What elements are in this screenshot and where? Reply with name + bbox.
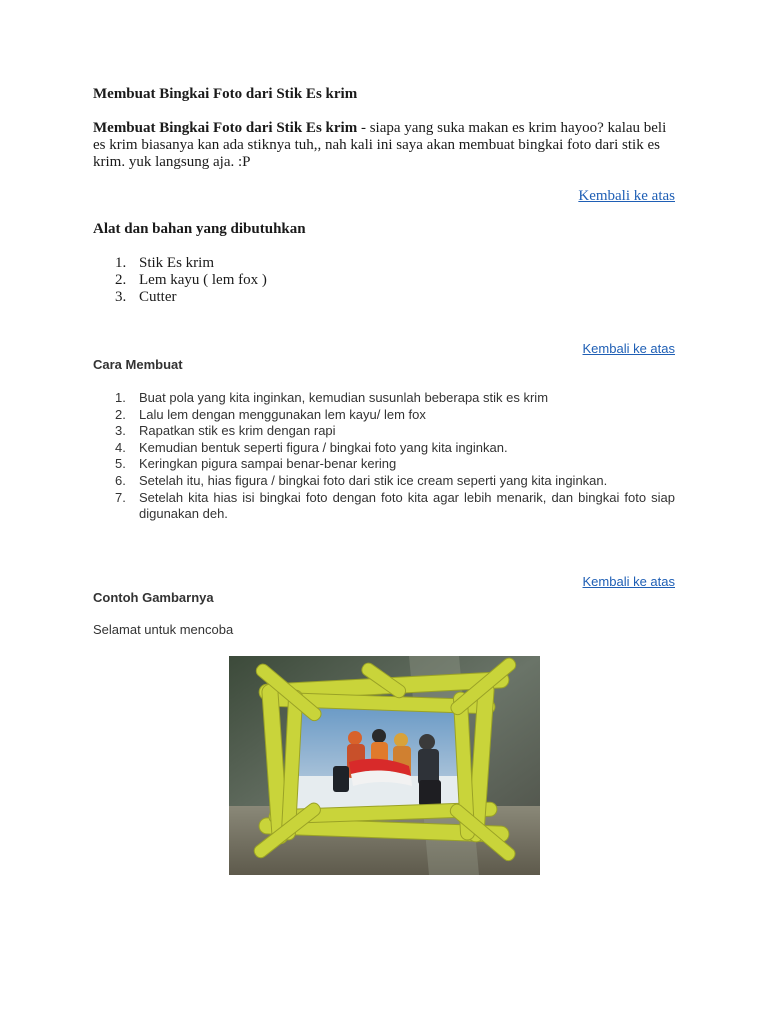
back-to-top-link-1[interactable]: Kembali ke atas xyxy=(578,188,675,204)
list-number: 6. xyxy=(115,472,126,488)
intro-text: - siapa yang suka makan es krim hayoo? kalau beli es krim biasanya kan ada stiknya tuh,, nah kali ini saya akan membuat bingkai foto dari stik es krim. yuk langsung aja. :P xyxy=(93,120,667,170)
list-item-text: Rapatkan stik es krim dengan rapi xyxy=(139,423,336,439)
list-item xyxy=(93,289,267,306)
list-number: 3. xyxy=(115,423,126,439)
list-item-text: Kemudian bentuk seperti figura / bingkai foto yang kita inginkan. xyxy=(139,439,508,455)
list-item xyxy=(93,456,675,473)
list-item xyxy=(93,272,267,289)
popsicle-stick-frame-photo xyxy=(229,656,540,875)
list-item-text: Setelah itu, hias figura / bingkai foto dari stik ice cream seperti yang kita inginkan. xyxy=(139,472,608,488)
list-item xyxy=(93,440,675,457)
page-title: Membuat Bingkai Foto dari Stik Es krim xyxy=(93,86,358,102)
back-to-top-link-3[interactable]: Kembali ke atas xyxy=(582,574,675,589)
list-item-text: Lalu lem dengan menggunakan lem kayu/ lem fox xyxy=(139,406,426,422)
list-item xyxy=(93,490,675,523)
list-item xyxy=(93,390,675,407)
intro-paragraph xyxy=(93,120,675,171)
list-item-text: Lem kayu ( lem fox ) xyxy=(139,272,267,288)
list-item-text: Setelah kita hias isi bingkai foto dengan foto kita agar lebih menarik, dan bingkai foto siap digunakan deh. xyxy=(139,489,675,522)
steps-heading: Cara Membuat xyxy=(93,357,183,372)
intro-bold-title: Membuat Bingkai Foto dari Stik Es krim xyxy=(93,120,358,136)
list-item-text: Stik Es krim xyxy=(139,255,215,271)
list-item-text: Cutter xyxy=(139,289,177,305)
list-number: 5. xyxy=(115,456,126,472)
list-item xyxy=(93,255,267,272)
list-item-text: Buat pola yang kita inginkan, kemudian susunlah beberapa stik es krim xyxy=(139,390,549,405)
tools-heading: Alat dan bahan yang dibutuhkan xyxy=(93,221,306,237)
list-number: 2. xyxy=(115,272,127,288)
closing-text: Selamat untuk mencoba xyxy=(93,622,234,637)
list-number: 1. xyxy=(115,390,126,405)
list-number: 3. xyxy=(115,289,127,305)
list-number: 4. xyxy=(115,439,126,455)
list-item xyxy=(93,473,675,490)
list-number: 2. xyxy=(115,406,126,422)
back-to-top-link-2[interactable]: Kembali ke atas xyxy=(582,341,675,356)
list-item-text: Keringkan pigura sampai benar-benar kering xyxy=(139,456,397,472)
list-number: 7. xyxy=(115,489,126,505)
example-heading: Contoh Gambarnya xyxy=(93,590,214,605)
list-item xyxy=(93,423,675,440)
list-number: 1. xyxy=(115,255,127,271)
tools-list xyxy=(93,255,267,306)
list-item xyxy=(93,407,675,424)
steps-list xyxy=(93,390,675,523)
